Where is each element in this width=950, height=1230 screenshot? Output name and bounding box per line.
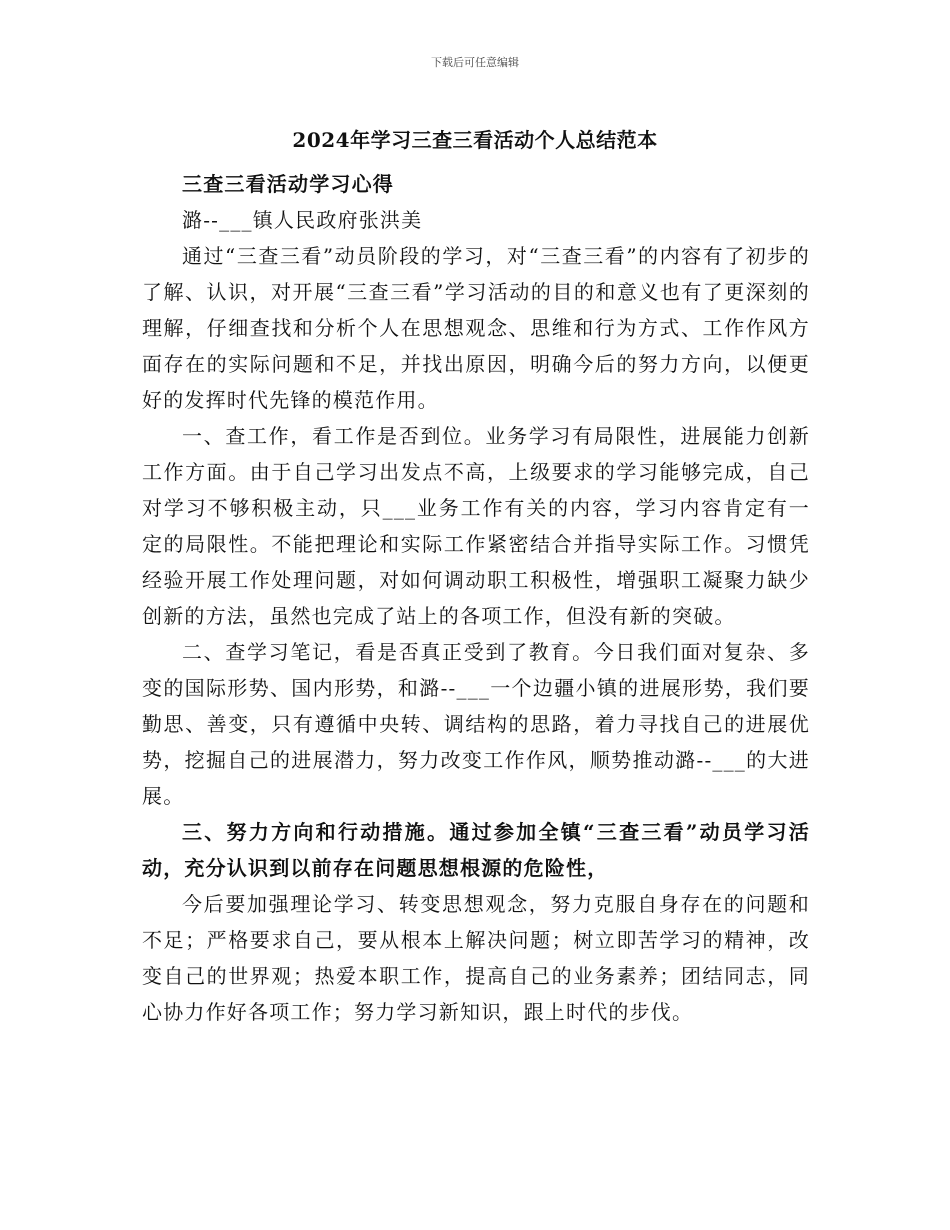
paragraph-section-2: 二、查学习笔记，看是否真正受到了教育。今日我们面对复杂、多变的国际形势、国内形势，和潞--___一个边疆小镇的进展形势，我们要勤思、善变，只有遵循中央转、调结构的思路，着力寻找自己的进展优势，挖掘自己的进展潜力，努力改变工作作风，顺势推动潞--___的大进展。 xyxy=(142,640,810,808)
document-body xyxy=(142,166,810,1030)
document-subtitle: 三查三看活动学习心得 xyxy=(182,172,394,196)
paragraph-conclusion: 今后要加强理论学习、转变思想观念，努力克服自身存在的问题和不足；严格要求自己，要从根本上解决问题；树立即苦学习的精神，改变自己的世界观；热爱本职工作，提高自己的业务素养；团结同志，同心协力作好各项工作；努力学习新知识，跟上时代的步伐。 xyxy=(142,892,810,1024)
paragraph-section-3-heading: 三、努力方向和行动措施。通过参加全镇“三查三看”动员学习活动，充分认识到以前存在问题思想根源的危险性， xyxy=(142,820,810,880)
header-note: 下载后可任意编辑 xyxy=(431,56,519,69)
paragraph-intro: 通过“三查三看”动员阶段的学习，对“三查三看”的内容有了初步的了解、认识，对开展“三查三看”学习活动的目的和意义也有了更深刻的理解，仔细查找和分析个人在思想观念、思维和行为方式、工作作风方面存在的实际问题和不足，并找出原因，明确今后的努力方向，以便更好的发挥时代先锋的模范作用。 xyxy=(142,244,810,412)
paragraph-section-1: 一、查工作，看工作是否到位。业务学习有局限性，进展能力创新工作方面。由于自己学习出发点不高，上级要求的学习能够完成，自己对学习不够积极主动，只___业务工作有关的内容，学习内容肯定有一定的局限性。不能把理论和实际工作紧密结合并指导实际工作。习惯凭经验开展工作处理问题，对如何调动职工积极性，增强职工凝聚力缺少创新的方法，虽然也完成了站上的各项工作，但没有新的突破。 xyxy=(142,424,810,628)
document-title: 2024年学习三查三看活动个人总结范本 xyxy=(292,128,658,152)
author-line: 潞--___镇人民政府张洪美 xyxy=(182,208,423,232)
